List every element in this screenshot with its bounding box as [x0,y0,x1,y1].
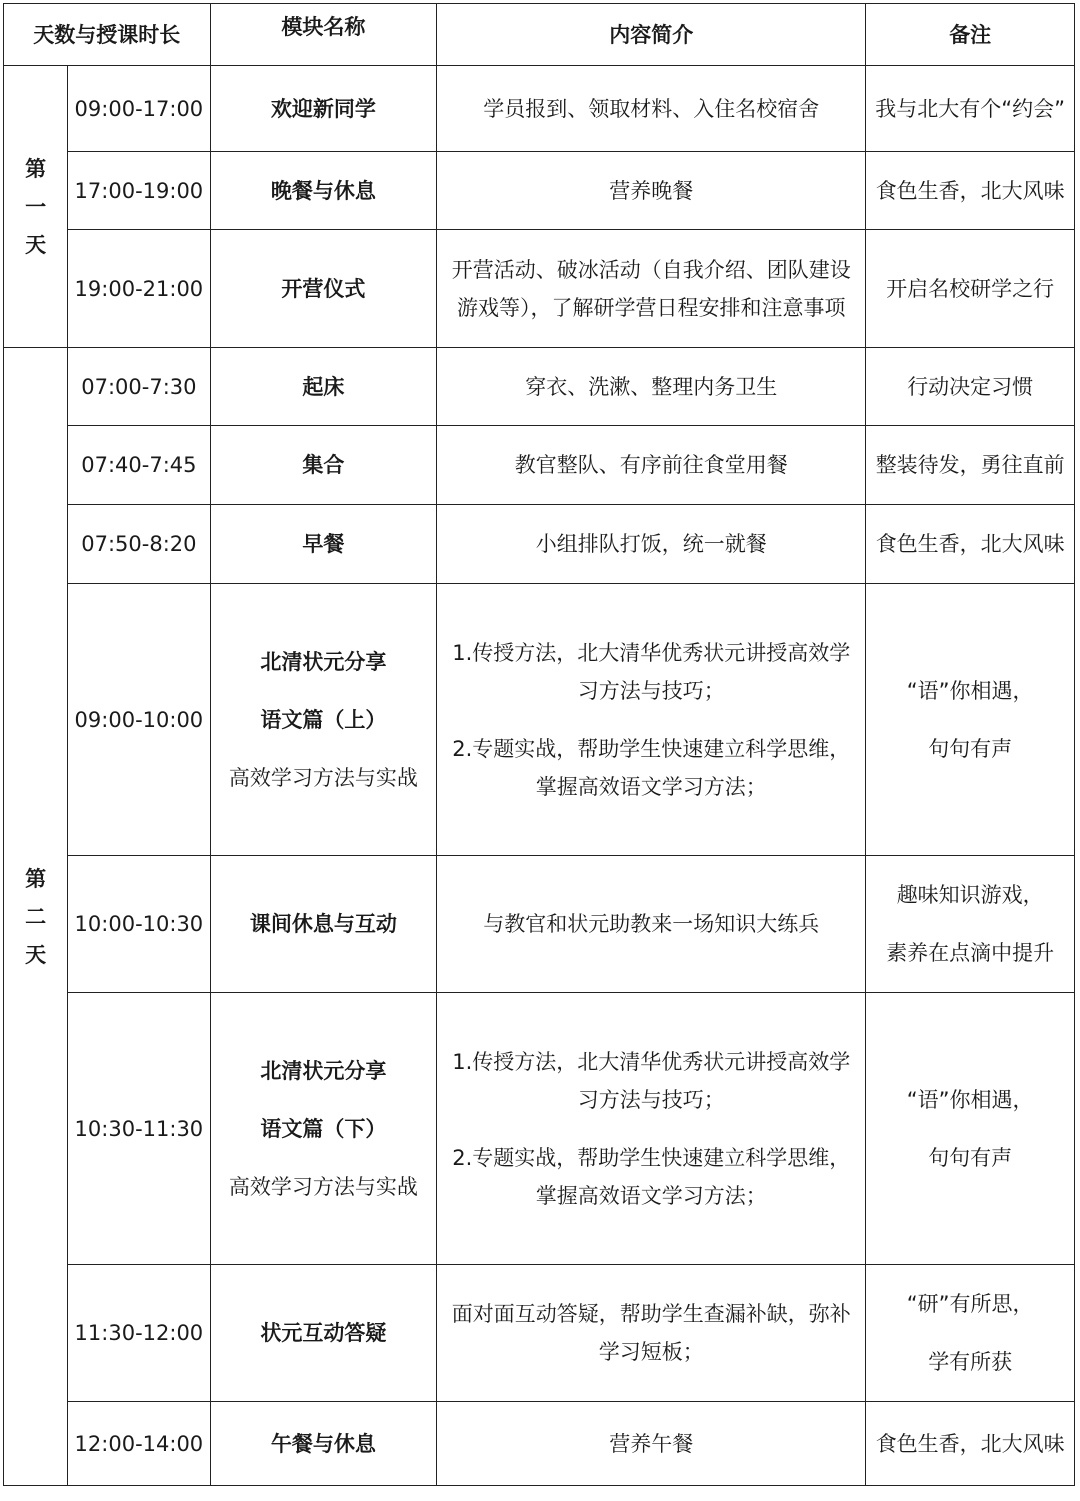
content-cell [437,856,866,993]
table-row [4,348,1075,426]
remark-line: 整装待发，勇往直前 [875,453,1065,477]
remark-cell [866,505,1075,584]
remark-line: 食色生香，北大风味 [875,1431,1065,1456]
time-cell: 07:00-7:30 [68,348,210,426]
remark-cell [866,993,1075,1265]
header-content: 内容简介 [437,4,866,66]
time-cell: 09:00-17:00 [68,66,210,152]
time-cell: 07:50-8:20 [68,505,210,584]
module-line: 早餐 [302,532,345,556]
content-line: 游戏等），了解研学营日程安排和注意事项 [457,295,846,320]
content-cell [437,348,866,426]
table-row [4,584,1075,856]
remark-line: 我与北大有个“约会” [875,96,1066,121]
time-cell: 10:00-10:30 [68,856,210,993]
content-cell [437,1265,866,1402]
remark-cell [866,66,1075,152]
module-line: 高效学习方法与实战 [228,1174,418,1199]
remark-cell [866,1265,1075,1402]
day-char: 第 [25,866,47,891]
remark-line: 食色生香，北大风味 [875,532,1065,556]
content-line: 营养午餐 [609,1431,694,1456]
content-cell [437,230,866,348]
remark-line: 句句有声 [928,1145,1013,1170]
day-char: 第 [25,156,47,181]
content-line: 习方法与技巧； [577,678,725,703]
table-row [4,856,1075,993]
module-cell [210,584,437,856]
content-cell [437,584,866,856]
module-line: 高效学习方法与实战 [228,765,418,790]
content-cell [437,505,866,584]
content-line: 穿衣、洗漱、整理内务卫生 [525,374,778,399]
remark-cell [866,1402,1075,1486]
table-row [4,505,1075,584]
time-cell: 07:40-7:45 [68,426,210,505]
content-cell [437,993,866,1265]
content-line: 2.专题实战，帮助学生快速建立科学思维， [452,1145,851,1170]
module-line: 课间休息与互动 [249,912,397,936]
table-row [4,993,1075,1265]
remark-line: 素养在点滴中提升 [886,941,1055,965]
module-line: 起床 [302,374,345,399]
day-label [4,66,68,348]
time-cell: 09:00-10:00 [68,584,210,856]
time-cell: 10:30-11:30 [68,993,210,1265]
remark-line: 学有所获 [928,1350,1013,1374]
remark-line: 开启名校研学之行 [886,276,1055,301]
table-row [4,426,1075,505]
remark-line: 句句有声 [928,736,1013,761]
module-cell [210,426,437,505]
remark-line: “语”你相遇， [906,1087,1034,1112]
module-line: 开营仪式 [281,276,366,301]
remark-line: “研”有所思， [906,1292,1034,1316]
remark-cell [866,426,1075,505]
header-row [4,4,1075,66]
content-line: 掌握高效语文学习方法； [535,1183,767,1208]
module-cell [210,856,437,993]
content-cell [437,66,866,152]
content-line: 面对面互动答疑，帮助学生查漏补缺，弥补 [451,1302,851,1326]
module-line: 状元互动答疑 [260,1321,387,1345]
content-line: 营养晚餐 [609,178,694,203]
remark-cell [866,856,1075,993]
remark-line: “语”你相遇， [906,678,1034,703]
module-cell [210,152,437,230]
content-line: 掌握高效语文学习方法； [535,774,767,799]
module-line: 北清状元分享 [260,1058,387,1083]
content-line: 习方法与技巧； [577,1087,725,1112]
remark-cell [866,584,1075,856]
day-char: 一 [25,194,47,219]
header-day-time: 天数与授课时长 [4,4,211,66]
module-cell [210,993,437,1265]
schedule-table [3,3,1075,1486]
day-char: 二 [25,904,47,929]
module-line: 语文篇（上） [260,707,387,732]
content-line: 开营活动、破冰活动（自我介绍、团队建设 [451,257,851,282]
remark-cell [866,348,1075,426]
remark-line: 食色生香，北大风味 [875,178,1065,203]
module-cell [210,505,437,584]
module-cell [210,348,437,426]
day-char: 天 [25,232,47,257]
header-module: 模块名称 [210,4,437,66]
table-row [4,152,1075,230]
table-row [4,66,1075,152]
content-line: 教官整队、有序前往食堂用餐 [514,453,788,477]
table-row [4,230,1075,348]
content-line: 小组排队打饭，统一就餐 [535,532,767,556]
module-line: 午餐与休息 [270,1431,376,1456]
module-cell [210,1402,437,1486]
content-cell [437,426,866,505]
module-line: 集合 [302,453,345,477]
time-cell: 17:00-19:00 [68,152,210,230]
content-line: 学员报到、领取材料、入住名校宿舍 [483,96,820,121]
table-row [4,1265,1075,1402]
header-remark: 备注 [866,4,1075,66]
content-line: 学习短板； [598,1340,704,1364]
module-line: 欢迎新同学 [270,96,376,121]
time-cell: 11:30-12:00 [68,1265,210,1402]
table-row [4,1402,1075,1486]
module-cell [210,1265,437,1402]
content-line: 2.专题实战，帮助学生快速建立科学思维， [452,736,851,761]
module-line: 语文篇（下） [260,1116,387,1141]
remark-line: 趣味知识游戏， [896,883,1044,907]
content-line: 1.传授方法，北大清华优秀状元讲授高效学 [452,1049,851,1074]
time-cell: 12:00-14:00 [68,1402,210,1486]
module-cell [210,66,437,152]
remark-cell [866,152,1075,230]
day-char: 天 [25,942,47,967]
module-cell [210,230,437,348]
remark-line: 行动决定习惯 [907,374,1034,399]
content-line: 与教官和状元助教来一场知识大练兵 [483,912,820,936]
content-cell [437,1402,866,1486]
time-cell: 19:00-21:00 [68,230,210,348]
module-line: 晚餐与休息 [270,178,376,203]
day-label [4,348,68,1486]
module-line: 北清状元分享 [260,649,387,674]
content-line: 1.传授方法，北大清华优秀状元讲授高效学 [452,640,851,665]
remark-cell [866,230,1075,348]
content-cell [437,152,866,230]
